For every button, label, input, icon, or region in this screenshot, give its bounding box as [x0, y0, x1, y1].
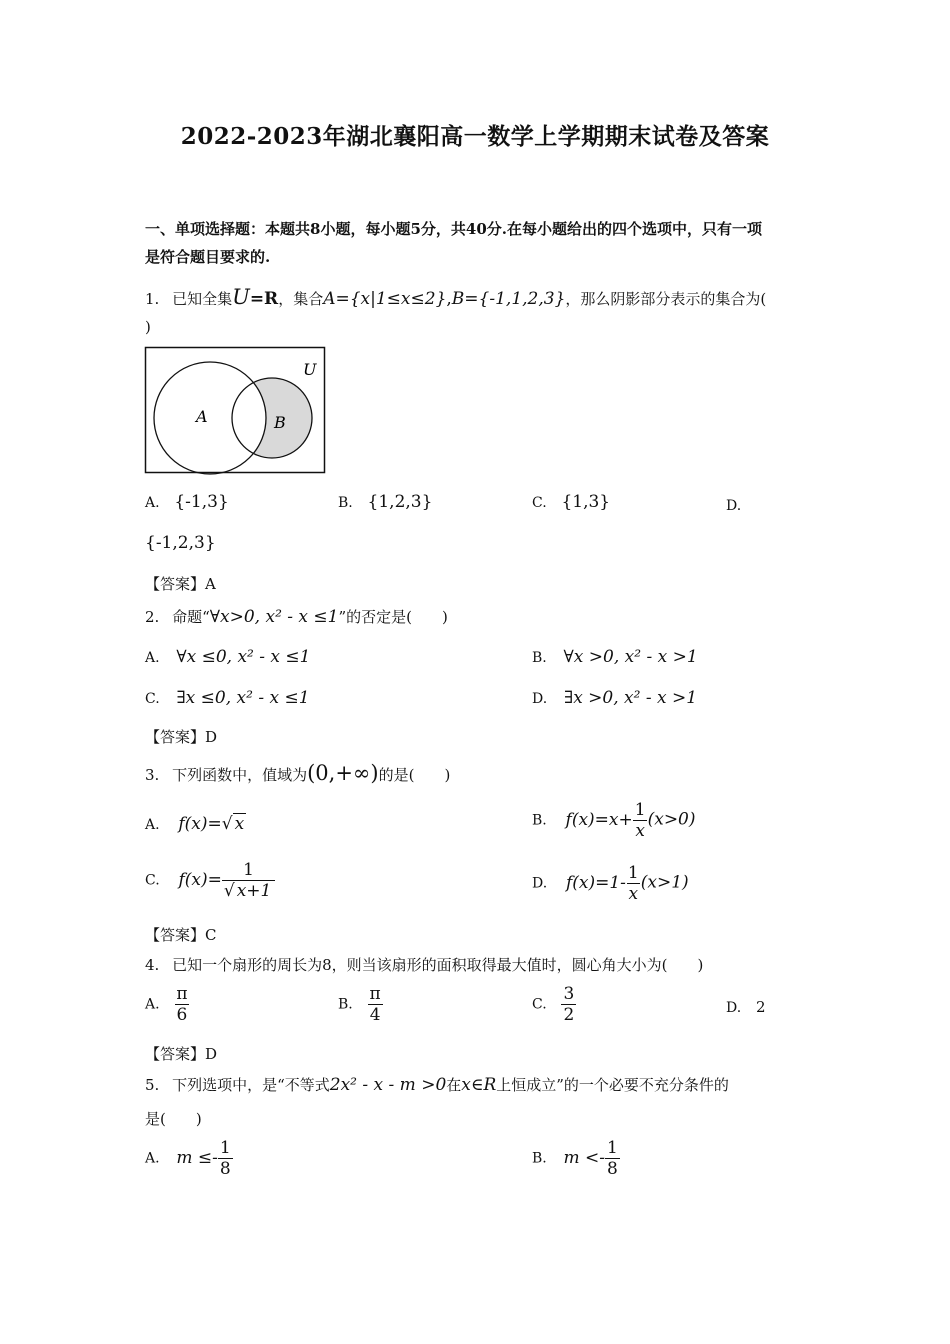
q2-statement: ∀x>0, x² - x ≤1	[209, 607, 339, 627]
q1-text-1: 已知全集	[172, 290, 233, 308]
q1-answer: 【答案】A	[145, 575, 216, 593]
q4-option-b[interactable]: B. $\frac{\pi}{4}$	[338, 984, 381, 1025]
page-title: 2022-2023年湖北襄阳高一数学上学期期末试卷及答案	[180, 123, 770, 150]
q2-option-c[interactable]: C. ∃x ≤0, x² - x ≤1	[145, 688, 310, 708]
q1-option-d-text: {-1,2,3}	[145, 533, 216, 553]
q4-option-d[interactable]: D. 2	[726, 998, 766, 1016]
q5-option-b[interactable]: B. m <- $\frac{1}{8}$	[532, 1138, 618, 1179]
q3-option-a[interactable]: A. f(x)=√ x	[145, 814, 245, 834]
q2-option-b[interactable]: B. ∀x >0, x² - x >1	[532, 647, 698, 667]
q1-equals-r: =R	[249, 289, 279, 309]
q1-text-4: )	[145, 318, 151, 336]
q2-option-a[interactable]: A. ∀x ≤0, x² - x ≤1	[145, 647, 311, 667]
q5-text-4: 是( )	[145, 1110, 202, 1128]
q1-set-a: A={x|1≤x≤2}	[323, 289, 447, 309]
venn-label-b: B	[274, 413, 286, 432]
q1-text-2: ，集合	[278, 290, 324, 308]
question-3-stem: 3. 下列函数中，值域为(0,+∞)的是( )	[145, 761, 451, 785]
q1-option-b[interactable]: B. {1,2,3}	[338, 492, 433, 512]
venn-diagram	[144, 346, 328, 476]
circle-a	[154, 362, 266, 474]
q3-answer: 【答案】C	[145, 926, 217, 944]
section-heading-cont: 是符合题目要求的.	[145, 248, 271, 266]
q1-option-a[interactable]: A. {-1,3}	[145, 492, 229, 512]
q1-option-c[interactable]: C. {1,3}	[532, 492, 611, 512]
q2-option-d[interactable]: D. ∃x >0, x² - x >1	[532, 688, 698, 708]
q2-answer: 【答案】D	[145, 728, 218, 746]
venn-label-a: A	[196, 407, 208, 426]
q4-option-a[interactable]: A. $\frac{\pi}{6}$	[145, 984, 188, 1025]
question-5-stem: 5. 下列选项中，是“不等式2x² - x - m >0在x∈R上恒成立”的一个必要不充分条件的	[145, 1075, 729, 1095]
q4-option-c[interactable]: C. $\frac{3}{2}$	[532, 984, 575, 1025]
q3-option-d[interactable]: D. f(x)=1- $\frac{1}{x}$ (x>1)	[532, 863, 689, 904]
q1-text-3: ，那么阴影部分表示的集合为(	[565, 290, 767, 308]
q3-range: (0,+∞)	[307, 761, 379, 785]
venn-label-u: U	[303, 360, 317, 379]
question-1-stem	[145, 285, 766, 309]
q1-universal-set: U	[232, 285, 250, 309]
q1-set-b: B={-1,1,2,3}	[451, 289, 566, 309]
q1-separator: ,	[446, 289, 452, 309]
q1-number: 1.	[145, 290, 160, 308]
question-4-stem: 4. 已知一个扇形的周长为8，则当该扇形的面积取得最大值时，圆心角大小为( )	[145, 956, 704, 974]
q3-option-b[interactable]: B. f(x)=x+ $\frac{1}{x}$ (x>0)	[532, 800, 696, 841]
q5-inequality: 2x² - x - m >0	[329, 1075, 447, 1095]
q5-domain: x∈R	[461, 1075, 497, 1095]
question-2-stem: 2. 命题“∀x>0, x² - x ≤1”的否定是( )	[145, 607, 448, 627]
q5-option-a[interactable]: A. m ≤- $\frac{1}{8}$	[145, 1138, 231, 1179]
q4-answer: 【答案】D	[145, 1045, 218, 1063]
q3-option-c[interactable]: C. f(x)= $\frac{1}{√ x+1}$	[145, 860, 275, 901]
section-heading: 一、单项选择题：本题共8小题，每小题5分，共40分.在每小题给出的四个选项中，只有一项	[145, 220, 762, 238]
q1-option-d[interactable]: D.	[726, 498, 742, 514]
